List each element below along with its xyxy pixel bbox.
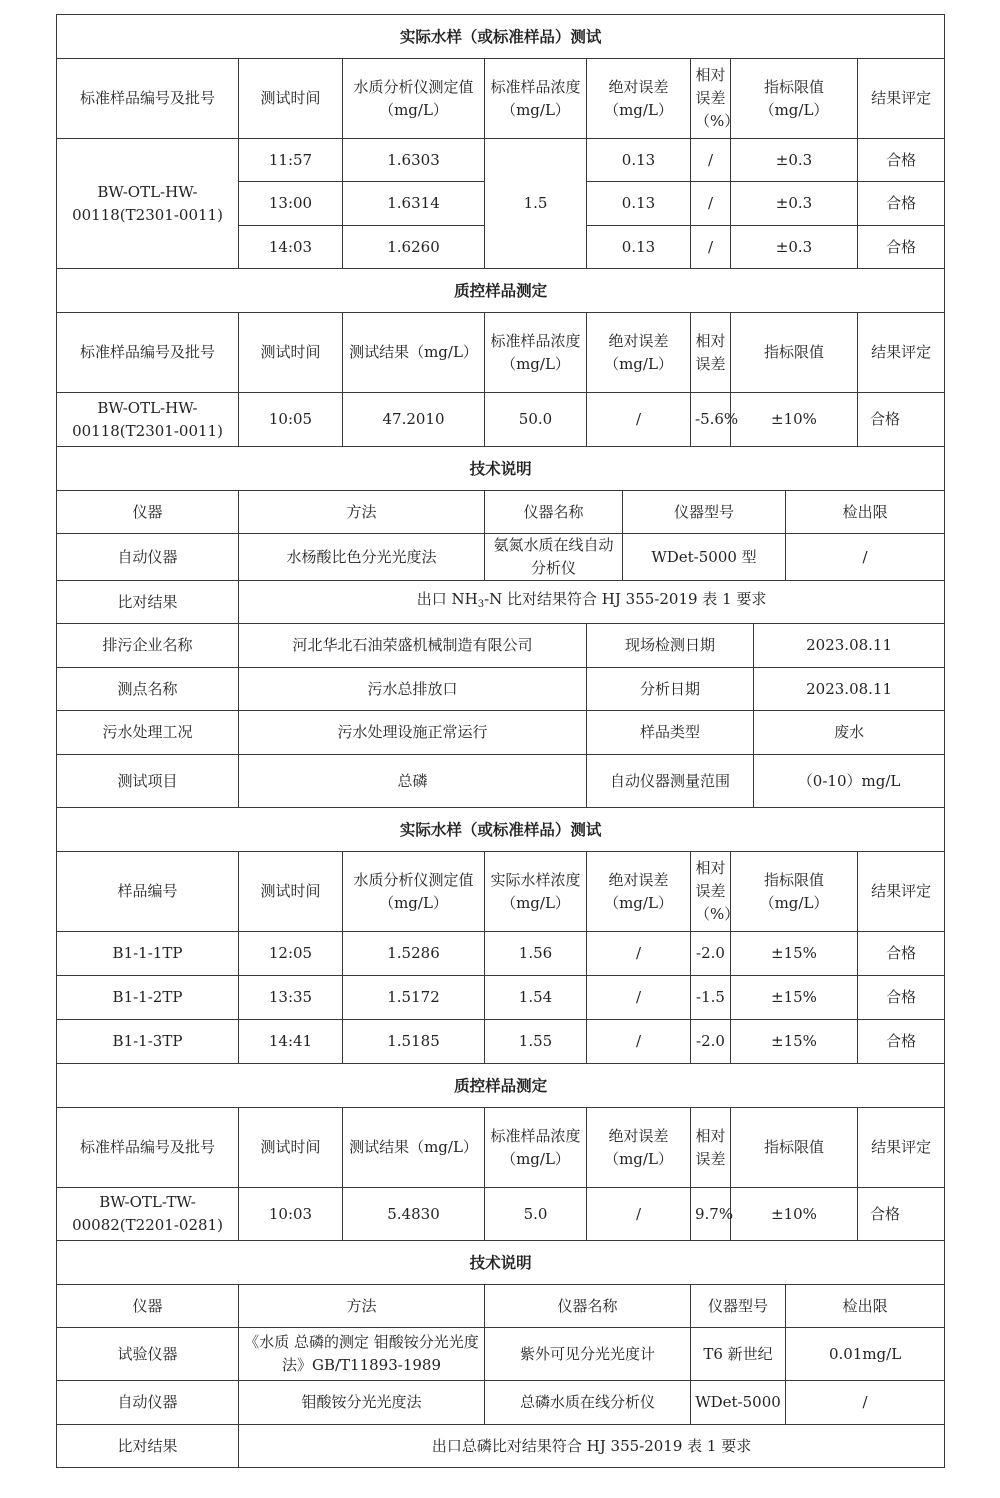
qc-test-time: 10:05 <box>239 393 343 447</box>
limit-value: ±0.3 <box>731 226 858 269</box>
col-header: 方法 <box>239 1285 485 1328</box>
limit-value: ±15% <box>731 1020 858 1064</box>
result-evaluation: 合格 <box>858 1020 945 1064</box>
absolute-error: 0.13 <box>587 182 691 226</box>
section-title-sample-test: 实际水样（或标准样品）测试 <box>57 808 945 852</box>
qc-relative-error: -5.6% <box>691 393 731 447</box>
col-header: 仪器型号 <box>691 1285 786 1328</box>
col-header: 检出限 <box>786 1285 945 1328</box>
instrument-model: WDet-5000 型 <box>623 534 786 581</box>
col-header: 指标限值 <box>731 313 858 393</box>
measured-value: 1.6314 <box>343 182 485 226</box>
analysis-date-label: 分析日期 <box>587 668 754 711</box>
qc-absolute-error: / <box>587 1188 691 1241</box>
relative-error: -2.0 <box>691 1020 731 1064</box>
relative-error: / <box>691 139 731 182</box>
qc-test-result: 47.2010 <box>343 393 485 447</box>
instrument-type: 试验仪器 <box>57 1328 239 1381</box>
qc-result-evaluation: 合格 <box>858 1188 945 1241</box>
instrument-model: T6 新世纪 <box>691 1328 786 1381</box>
compare-result: 出口 $NH_3-N$ 比对结果符合 HJ 355-2019 表 1 要求 <box>239 581 945 624</box>
col-header: 标准样品编号及批号 <box>57 1108 239 1188</box>
col-header: 绝对误差（mg/L） <box>587 852 691 932</box>
instrument-name: 氨氮水质在线自动分析仪 <box>485 534 623 581</box>
relative-error: -1.5 <box>691 976 731 1020</box>
col-header: 相对误差 <box>691 313 731 393</box>
col-header: 测试时间 <box>239 59 343 139</box>
col-header: 绝对误差（mg/L） <box>587 59 691 139</box>
col-header: 方法 <box>239 491 485 534</box>
point-name: 污水总排放口 <box>239 668 587 711</box>
actual-concentration: 1.55 <box>485 1020 587 1064</box>
measured-value: 1.5185 <box>343 1020 485 1064</box>
measurement-range: （0-10）mg/L <box>754 755 945 808</box>
company-label: 排污企业名称 <box>57 624 239 668</box>
col-header: 结果评定 <box>858 1108 945 1188</box>
sample-id: B1-1-2TP <box>57 976 239 1020</box>
qc-sample-id: BW-OTL-TW-00082(T2201-0281) <box>57 1188 239 1241</box>
col-header: 检出限 <box>786 491 945 534</box>
qc-absolute-error: / <box>587 393 691 447</box>
col-header: 标准样品编号及批号 <box>57 313 239 393</box>
col-header: 测试时间 <box>239 1108 343 1188</box>
sample-type-label: 样品类型 <box>587 711 754 755</box>
instrument-type: 自动仪器 <box>57 1381 239 1425</box>
col-header: 结果评定 <box>858 852 945 932</box>
method: 《水质 总磷的测定 钼酸铵分光光度法》GB/T11893-1989 <box>239 1328 485 1381</box>
col-header: 样品编号 <box>57 852 239 932</box>
measured-value: 1.5172 <box>343 976 485 1020</box>
method: 钼酸铵分光光度法 <box>239 1381 485 1425</box>
qc-test-result: 5.4830 <box>343 1188 485 1241</box>
section-title-sample-test: 实际水样（或标准样品）测试 <box>57 15 945 59</box>
result-evaluation: 合格 <box>858 932 945 976</box>
analysis-date: 2023.08.11 <box>754 668 945 711</box>
site-date: 2023.08.11 <box>754 624 945 668</box>
section-title-qc: 质控样品测定 <box>57 1064 945 1108</box>
col-header: 标准样品浓度（mg/L） <box>485 1108 587 1188</box>
absolute-error: / <box>587 976 691 1020</box>
col-header: 指标限值（mg/L） <box>731 59 858 139</box>
qc-limit-value: ±10% <box>731 393 858 447</box>
test-time: 13:00 <box>239 182 343 226</box>
test-time: 12:05 <box>239 932 343 976</box>
test-item-label: 测试项目 <box>57 755 239 808</box>
result-evaluation: 合格 <box>858 976 945 1020</box>
col-header: 测试结果（mg/L） <box>343 313 485 393</box>
method: 水杨酸比色分光光度法 <box>239 534 485 581</box>
relative-error: / <box>691 182 731 226</box>
col-header: 仪器 <box>57 1285 239 1328</box>
actual-concentration: 1.54 <box>485 976 587 1020</box>
col-header: 相对误差（%） <box>691 59 731 139</box>
company-name: 河北华北石油荣盛机械制造有限公司 <box>239 624 587 668</box>
standard-concentration: 1.5 <box>485 139 587 269</box>
col-header: 仪器名称 <box>485 1285 691 1328</box>
col-header: 实际水样浓度（mg/L） <box>485 852 587 932</box>
col-header: 仪器 <box>57 491 239 534</box>
result-evaluation: 合格 <box>858 139 945 182</box>
compare-result: 出口总磷比对结果符合 HJ 355-2019 表 1 要求 <box>239 1425 945 1468</box>
relative-error: -2.0 <box>691 932 731 976</box>
qc-standard-concentration: 5.0 <box>485 1188 587 1241</box>
absolute-error: / <box>587 932 691 976</box>
sample-id: B1-1-3TP <box>57 1020 239 1064</box>
instrument-name: 总磷水质在线分析仪 <box>485 1381 691 1425</box>
col-header: 相对误差 <box>691 1108 731 1188</box>
sample-id: B1-1-1TP <box>57 932 239 976</box>
test-time: 13:35 <box>239 976 343 1020</box>
col-header: 测试时间 <box>239 313 343 393</box>
section-title-tech: 技术说明 <box>57 447 945 491</box>
compare-label: 比对结果 <box>57 1425 239 1468</box>
limit-value: ±0.3 <box>731 139 858 182</box>
col-header: 结果评定 <box>858 313 945 393</box>
instrument-model: WDet-5000 <box>691 1381 786 1425</box>
col-header: 标准样品浓度（mg/L） <box>485 313 587 393</box>
col-header: 测试时间 <box>239 852 343 932</box>
detection-limit: 0.01mg/L <box>786 1328 945 1381</box>
limit-value: ±0.3 <box>731 182 858 226</box>
detection-limit: / <box>786 1381 945 1425</box>
col-header: 标准样品编号及批号 <box>57 59 239 139</box>
col-header: 结果评定 <box>858 59 945 139</box>
measured-value: 1.6303 <box>343 139 485 182</box>
col-header: 测试结果（mg/L） <box>343 1108 485 1188</box>
col-header: 绝对误差（mg/L） <box>587 1108 691 1188</box>
point-label: 测点名称 <box>57 668 239 711</box>
result-evaluation: 合格 <box>858 182 945 226</box>
test-time: 14:41 <box>239 1020 343 1064</box>
absolute-error: 0.13 <box>587 139 691 182</box>
col-header: 仪器名称 <box>485 491 623 534</box>
actual-concentration: 1.56 <box>485 932 587 976</box>
col-header: 绝对误差（mg/L） <box>587 313 691 393</box>
condition: 污水处理设施正常运行 <box>239 711 587 755</box>
detection-limit: / <box>786 534 945 581</box>
limit-value: ±15% <box>731 976 858 1020</box>
comparison-table <box>56 14 945 1468</box>
site-date-label: 现场检测日期 <box>587 624 754 668</box>
qc-standard-concentration: 50.0 <box>485 393 587 447</box>
instrument-name: 紫外可见分光光度计 <box>485 1328 691 1381</box>
instrument-type: 自动仪器 <box>57 534 239 581</box>
compare-label: 比对结果 <box>57 581 239 624</box>
range-label: 自动仪器测量范围 <box>587 755 754 808</box>
measured-value: 1.6260 <box>343 226 485 269</box>
sample-id-cell: BW-OTL-HW-00118(T2301-0011) <box>57 139 239 269</box>
qc-relative-error: 9.7% <box>691 1188 731 1241</box>
test-time: 14:03 <box>239 226 343 269</box>
qc-limit-value: ±10% <box>731 1188 858 1241</box>
relative-error: / <box>691 226 731 269</box>
limit-value: ±15% <box>731 932 858 976</box>
report-page <box>56 14 944 1468</box>
col-header: 指标限值 <box>731 1108 858 1188</box>
qc-result-evaluation: 合格 <box>858 393 945 447</box>
section-title-qc: 质控样品测定 <box>57 269 945 313</box>
measured-value: 1.5286 <box>343 932 485 976</box>
qc-test-time: 10:03 <box>239 1188 343 1241</box>
absolute-error: / <box>587 1020 691 1064</box>
section-title-tech: 技术说明 <box>57 1241 945 1285</box>
col-header: 标准样品浓度（mg/L） <box>485 59 587 139</box>
sample-type: 废水 <box>754 711 945 755</box>
col-header: 相对误差（%） <box>691 852 731 932</box>
col-header: 水质分析仪测定值（mg/L） <box>343 852 485 932</box>
col-header: 仪器型号 <box>623 491 786 534</box>
result-evaluation: 合格 <box>858 226 945 269</box>
qc-sample-id: BW-OTL-HW-00118(T2301-0011) <box>57 393 239 447</box>
col-header: 水质分析仪测定值（mg/L） <box>343 59 485 139</box>
absolute-error: 0.13 <box>587 226 691 269</box>
test-item: 总磷 <box>239 755 587 808</box>
condition-label: 污水处理工况 <box>57 711 239 755</box>
col-header: 指标限值（mg/L） <box>731 852 858 932</box>
test-time: 11:57 <box>239 139 343 182</box>
